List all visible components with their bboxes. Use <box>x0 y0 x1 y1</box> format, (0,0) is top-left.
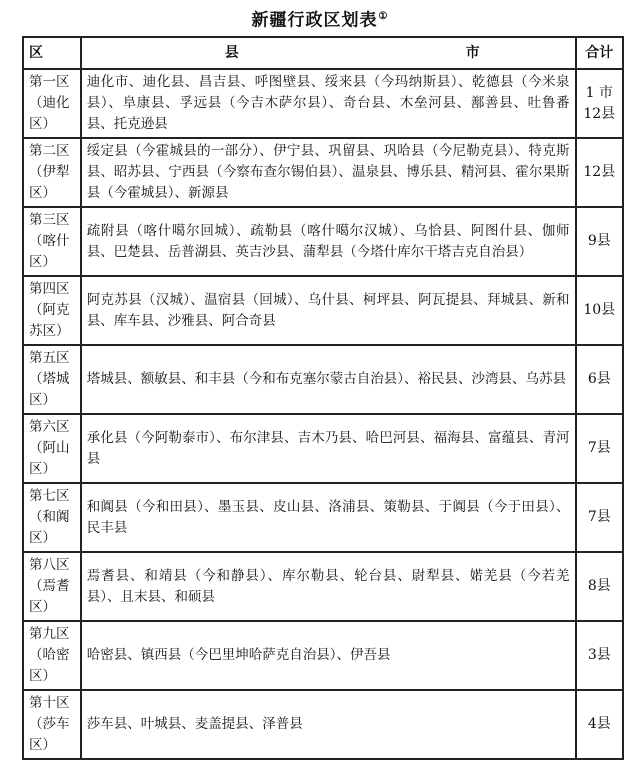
total-cell: 6县 <box>576 345 623 414</box>
footnote-marker: ① <box>378 11 389 22</box>
table-row <box>23 276 623 345</box>
table-row <box>23 69 623 138</box>
table-row <box>23 483 623 552</box>
header-county: 县 <box>224 44 239 61</box>
table-row <box>23 552 623 621</box>
counties-cell: 绥定县（今霍城县的一部分）、伊宁县、巩留县、巩哈县（今尼勒克县）、特克斯县、昭苏县、宁西县（今察布查尔锡伯县）、温泉县、博乐县、精河县、霍尔果斯县（今霍城县）、新源县 <box>81 138 576 207</box>
header-district: 区 <box>23 37 81 69</box>
district-cell: 第五区（塔城区） <box>23 345 81 414</box>
total-cell: 8县 <box>576 552 623 621</box>
total-cell: 9县 <box>576 207 623 276</box>
district-cell: 第四区（阿克苏区） <box>23 276 81 345</box>
table-row <box>23 138 623 207</box>
header-total: 合计 <box>576 37 623 69</box>
table-title <box>0 4 640 34</box>
total-cell: 7县 <box>576 483 623 552</box>
table-row <box>23 345 623 414</box>
counties-cell: 塔城县、额敏县、和丰县（今和布克塞尔蒙古自治县）、裕民县、沙湾县、乌苏县 <box>81 345 576 414</box>
table-row <box>23 207 623 276</box>
counties-cell: 疏附县（喀什噶尔回城）、疏勒县（喀什噶尔汉城）、乌恰县、阿图什县、伽师县、巴楚县、岳普湖县、英吉沙县、蒲犁县（今塔什库尔干塔吉克自治县） <box>81 207 576 276</box>
counties-cell: 和阗县（今和田县）、墨玉县、皮山县、洛浦县、策勒县、于阗县（今于田县）、民丰县 <box>81 483 576 552</box>
total-cell: 3县 <box>576 621 623 690</box>
counties-cell: 迪化市、迪化县、昌吉县、呼图壁县、绥来县（今玛纳斯县）、乾德县（今米泉县）、阜康县、孚远县（今吉木萨尔县）、奇台县、木垒河县、鄯善县、吐鲁番县、托克逊县 <box>81 69 576 138</box>
district-cell: 第二区（伊犁区） <box>23 138 81 207</box>
counties-cell: 阿克苏县（汉城）、温宿县（回城）、乌什县、柯坪县、阿瓦提县、拜城县、新和县、库车县、沙雅县、阿合奇县 <box>81 276 576 345</box>
total-cell: 4县 <box>576 690 623 759</box>
district-cell: 第一区（迪化区） <box>23 69 81 138</box>
district-cell: 第三区（喀什区） <box>23 207 81 276</box>
district-cell: 第七区（和阗区） <box>23 483 81 552</box>
district-cell: 第九区（哈密区） <box>23 621 81 690</box>
header-county-city <box>81 37 576 69</box>
header-city: 市 <box>465 44 480 61</box>
total-cell: 12县 <box>576 138 623 207</box>
total-cell: 7县 <box>576 414 623 483</box>
total-cell: 10县 <box>576 276 623 345</box>
table-row <box>23 690 623 759</box>
table-row <box>23 414 623 483</box>
table-row <box>23 621 623 690</box>
table-header-row <box>23 37 623 69</box>
table-title-text: 新疆行政区划表 <box>251 10 378 31</box>
counties-cell: 焉耆县、和靖县（今和静县）、库尔勒县、轮台县、尉犁县、婼羌县（今若羌县）、且末县、和硕县 <box>81 552 576 621</box>
counties-cell: 莎车县、叶城县、麦盖提县、泽普县 <box>81 690 576 759</box>
division-table <box>22 36 624 760</box>
counties-cell: 承化县（今阿勒泰市）、布尔津县、吉木乃县、哈巴河县、福海县、富蕴县、青河县 <box>81 414 576 483</box>
total-cell: 1 市 12县 <box>576 69 623 138</box>
district-cell: 第六区（阿山区） <box>23 414 81 483</box>
counties-cell: 哈密县、镇西县（今巴里坤哈萨克自治县）、伊吾县 <box>81 621 576 690</box>
district-cell: 第八区（焉耆区） <box>23 552 81 621</box>
district-cell: 第十区（莎车区） <box>23 690 81 759</box>
